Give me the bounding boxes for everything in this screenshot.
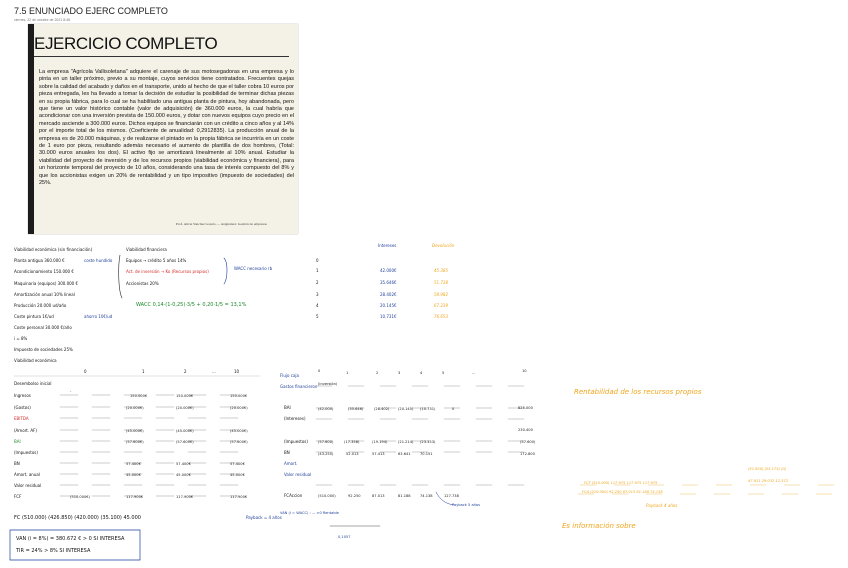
svg-text:(57.600€): (57.600€) <box>176 440 194 444</box>
note-line: Equipos → crédito 5 años 14% <box>126 258 187 263</box>
year-cell: 4 <box>316 303 319 308</box>
svg-text:FCF (510.000) 117.975 117.: FCF (510.000) 117.975 117.975 117.975 <box>584 481 658 485</box>
svg-text:127.738: 127.738 <box>444 494 459 498</box>
svg-text:117.900€: 117.900€ <box>230 495 248 499</box>
svg-text:52.013: 52.013 <box>346 452 359 456</box>
svg-text:87.013: 87.013 <box>372 494 385 498</box>
note-line: Coste personal 30.000 €/año <box>14 325 72 330</box>
svg-text:(17.358): (17.358) <box>344 440 360 444</box>
note-line: Impuesto de sociedades 25% <box>14 347 73 352</box>
svg-text:0: 0 <box>452 407 455 411</box>
cf-row: Desembolso inicial <box>14 381 52 386</box>
devolucion-cell: 67.239 <box>434 303 448 308</box>
svg-text:0,1057: 0,1057 <box>338 535 351 539</box>
col-header-devolucion: Devolución <box>432 243 455 248</box>
svg-text:2: 2 <box>376 371 379 375</box>
note-line: Acondicionamiento 150.000 € <box>14 269 74 274</box>
orange-note: Payback 4 años <box>646 503 678 508</box>
fin-row: Flujo caja <box>280 373 299 378</box>
svg-text:(510.000€): (510.000€) <box>70 495 90 499</box>
fin-row: Valor residual <box>284 472 312 477</box>
svg-text:3: 3 <box>398 371 401 375</box>
svg-text:172.800: 172.800 <box>520 452 535 456</box>
svg-text:(57.600): (57.600) <box>318 440 334 444</box>
cf-col: ... <box>212 369 216 374</box>
fin-row: Amort. <box>284 461 298 466</box>
svg-text:5: 5 <box>442 371 445 375</box>
note-line: Producción 20.000 ud/año <box>14 303 67 308</box>
slide-footer: Prof. Alicia Sánchez Gozalo — Asignatura: Gestión de empresas <box>176 222 267 226</box>
svg-text:(20.145): (20.145) <box>398 407 414 411</box>
svg-text:(10.731): (10.731) <box>420 407 436 411</box>
svg-text:(23.353): (23.353) <box>420 440 436 444</box>
cf-col: 0 <box>84 369 87 374</box>
col-header-intereses: Intereses <box>378 243 397 248</box>
svg-text:(45.000€): (45.000€) <box>176 429 194 433</box>
page-title: 7.5 ENUNCIADO EJERC COMPLETO <box>14 6 168 16</box>
svg-text:57.400€: 57.400€ <box>126 462 141 466</box>
svg-text:4: 4 <box>420 371 423 375</box>
slide-body-text: La empresa "Agrícola Vallisoletana" adquiere el carenaje de sus motosegadoras en una empresa y lo pinta en un taller próximo, previo a su montaje, cuyos servicios tiene contratados. Frecuentes quejas sobre la calidad del acabado y daños en el transporte, unido al hecho de que el taller cobra 10 euros por pieza entregada, les ha llevado a tomar la decisión de estudiar la posibilidad de terminar dichas piezas en su propia fábrica, para lo cual se ha habilitado una antigua planta de pintura, hoy abandonada, pero que tiene un valor histórico contable (valor de adquisición) de 360.000 euros, la cual habría que acondicionar con una inversión prevista de 150.000 euros, y dotar con nuevos equipos cuyo precio en el mercado asciende a 300.000 euros. Dichos equipos se financiarán con un crédito a cinco años y al 14% por el importe total de los mismos. (Coeficiente de anualidad: 0,2912835). La producción anual de la empresa es de 20.000 máquinas, y de realizarse el pintado en la propia fábrica se incurriría en un coste de 1 euro por pieza, resultando además necesario el aumento de plantilla de dos hombres, (Total: 30.000 euros anuales los dos). El activo fijo se amortizará linealmente al 10% anual. Estudiar la viabilidad del proyecto de inversión y de los recursos propios (viabilidad económica y financiera), para un horizonte temporal del proyecto de 10 años, considerando una tasa de interés compuesto del 8% y que los accionistas exigen un 20% de rentabilidad y un tipo impositivo (impuesto de sociedades) del 25%. <box>39 69 294 187</box>
orange-note: Es información sobre <box>562 522 636 530</box>
note-line: Viabilidad económica <box>14 358 57 363</box>
fin-row: (Intereses) <box>284 416 306 421</box>
note-line: Planta antigua 360.000 € <box>14 258 65 263</box>
page-date: viernes, 22 de octubre de 2021 8:48 <box>14 18 71 22</box>
svg-text:70.151: 70.151 <box>420 452 433 456</box>
tir-result: TIR = 24% > 8% SI INTERESA <box>16 548 91 554</box>
svg-text:1: 1 <box>346 371 349 375</box>
svg-text:47.911 29.032 12.372: 47.911 29.032 12.372 <box>748 479 789 483</box>
svg-text:74.138: 74.138 <box>420 494 433 498</box>
svg-text:150.000€: 150.000€ <box>230 394 248 398</box>
interest-cell: 42.000€ <box>380 268 397 273</box>
svg-text:0: 0 <box>318 369 321 373</box>
svg-text:825.000: 825.000 <box>518 406 533 410</box>
svg-text:150.000€: 150.000€ <box>176 394 194 398</box>
cf-col: 2 <box>184 369 187 374</box>
year-cell: 5 <box>316 314 319 319</box>
svg-text:45.000€: 45.000€ <box>126 473 141 477</box>
svg-text:FCA (210.000) 92.250 87: FCA (210.000) 92.250 87.013 81.188 74.138 <box>582 490 663 494</box>
svg-text:150.000€: 150.000€ <box>130 394 148 398</box>
svg-text:63.641: 63.641 <box>398 452 411 456</box>
year-cell: 0 <box>316 258 319 263</box>
svg-text:(21.214): (21.214) <box>398 440 414 444</box>
year-cell: 1 <box>316 268 319 273</box>
note-blue: ahorro 10€/ud <box>84 314 113 319</box>
cf-row: BN <box>14 461 20 466</box>
svg-text:(20.000€): (20.000€) <box>176 406 194 410</box>
svg-text:57.400€: 57.400€ <box>230 462 245 466</box>
note-blue: coste hundido <box>84 258 113 263</box>
fc-line: FC (510.000) (426.850) (420.000) (35.100) 45.000 <box>14 515 141 521</box>
svg-text:(51.920) (55.175) (0): (51.920) (55.175) (0) <box>748 467 787 471</box>
cf-col: 1 <box>142 369 145 374</box>
svg-text:92.250: 92.250 <box>348 494 361 498</box>
fin-row: Gastos financieros <box>280 384 317 389</box>
svg-text:(57.600): (57.600) <box>520 440 536 444</box>
note-red: Act. de inversión → Ko (Recursos propios) <box>126 269 209 274</box>
cf-row: Valor residual <box>14 483 42 488</box>
interest-cell: 28.402€ <box>380 292 397 297</box>
interest-cell: 10.731€ <box>380 314 397 319</box>
fin-row: BN <box>284 450 290 455</box>
svg-text:45.000€: 45.000€ <box>176 473 191 477</box>
svg-text:117.900€: 117.900€ <box>176 495 194 499</box>
note-line: Amortización anual 10% lineal <box>14 292 75 297</box>
cf-row: Ingresos <box>14 393 31 398</box>
fin-row: FCAccion <box>284 493 303 498</box>
cf-col: 10 <box>234 369 240 374</box>
svg-text:117.900€: 117.900€ <box>126 495 144 499</box>
note-line: Viabilidad financiera <box>126 247 167 252</box>
svg-text:81.188: 81.188 <box>398 494 411 498</box>
cf-row: (Gastos) <box>14 405 31 410</box>
svg-text:(42.000): (42.000) <box>318 407 334 411</box>
svg-text:(510.000): (510.000) <box>318 494 336 498</box>
svg-text:(45.000€): (45.000€) <box>126 429 144 433</box>
note-line: Maquinaria (equipos) 300.000 € <box>14 281 79 286</box>
svg-text:(45.000€): (45.000€) <box>230 429 248 433</box>
orange-note: Rentabilidad de los recursos propios <box>574 388 702 396</box>
svg-text:...: ... <box>472 371 476 375</box>
svg-text:(20.000€): (20.000€) <box>230 406 248 410</box>
payback-note: Payback = 4 años <box>246 515 282 520</box>
cf-row: (Impuestos) <box>14 450 38 455</box>
year-cell: 3 <box>316 292 319 297</box>
svg-text:(19.194): (19.194) <box>372 440 388 444</box>
note-line: i = 8% <box>14 336 28 341</box>
svg-text:(20.000€): (20.000€) <box>126 406 144 410</box>
devolucion-cell: 76.653 <box>434 314 448 319</box>
svg-text:-: - <box>70 389 72 393</box>
note-wacc-formula: WACC 0,14·(1-0,25)·3/5 + 0,20·1/5 = 13,1% <box>136 302 247 308</box>
svg-text:(28.402): (28.402) <box>374 407 390 411</box>
svg-text:10: 10 <box>522 369 527 373</box>
note-line: Viabilidad económica (sin financiación) <box>14 247 93 252</box>
note-line: Accionistas 20% <box>126 281 159 286</box>
cf-row: BAI <box>14 439 21 444</box>
svg-text:57.413: 57.413 <box>372 452 385 456</box>
cf-row: (Amort. AF) <box>14 428 37 433</box>
devolucion-cell: 51.738 <box>434 280 448 285</box>
cf-row: EBITDA <box>14 416 29 421</box>
note-wacc: WACC necesario rb <box>234 266 273 271</box>
svg-text:(57.600€): (57.600€) <box>126 440 144 444</box>
interest-cell: 35.646€ <box>380 280 397 285</box>
svg-text:(Inversión): (Inversión) <box>318 382 338 386</box>
note-line: Coste pintura 1€/ud <box>14 314 54 319</box>
svg-text:(35.646): (35.646) <box>348 407 364 411</box>
svg-text:45.000€: 45.000€ <box>230 473 245 477</box>
slide-heading: EJERCICIO COMPLETO <box>34 34 218 53</box>
year-cell: 2 <box>316 280 319 285</box>
svg-text:(57.600€): (57.600€) <box>230 440 248 444</box>
svg-text:57.400€: 57.400€ <box>176 462 191 466</box>
svg-text:230.400: 230.400 <box>518 428 533 432</box>
fin-row: BAI <box>284 405 291 410</box>
cf-row: FCF <box>14 494 22 499</box>
devolucion-cell: 45.385 <box>434 268 448 273</box>
fin-row: (Impuestos) <box>284 439 308 444</box>
cf-row: Amort. anual <box>14 472 40 477</box>
svg-text:Payback 5 años: Payback 5 años <box>452 503 480 507</box>
devolucion-cell: 58.982 <box>434 292 448 297</box>
svg-text:VAN (i = WACC) : ... >0 Ren: VAN (i = WACC) : ... >0 Rentable <box>280 511 339 515</box>
van-result: VAN (i = 8%) = 380.672 € > 0 SI INTERESA <box>16 536 125 542</box>
interest-cell: 20.145€ <box>380 303 397 308</box>
svg-text:(43.250): (43.250) <box>318 452 334 456</box>
